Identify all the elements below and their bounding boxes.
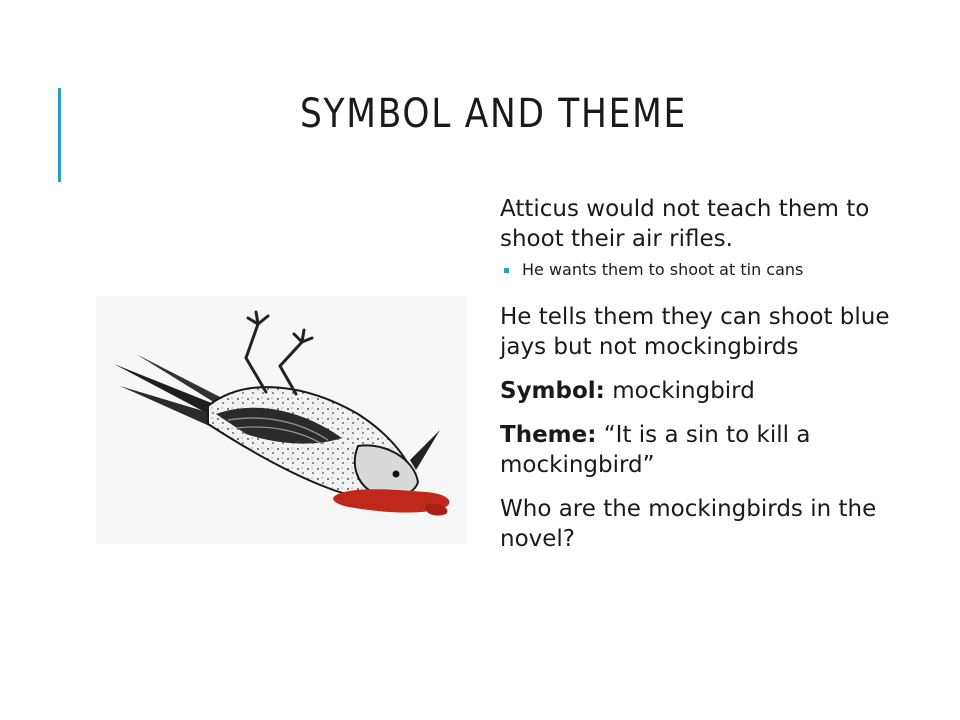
square-bullet-icon (504, 268, 509, 273)
slide-title: SYMBOL AND THEME (300, 91, 687, 137)
theme-label: Theme: (500, 422, 597, 448)
dead-mockingbird-illustration (96, 296, 468, 544)
point-blue-jays: He tells them they can shoot blue jays but not mockingbirds (500, 304, 890, 360)
bird-eye (393, 471, 400, 478)
point-air-rifles: Atticus would not teach them to shoot their air rifles. (500, 196, 870, 252)
point-question: Who are the mockingbirds in the novel? (500, 496, 877, 552)
content-list (500, 194, 920, 568)
point-theme (500, 420, 920, 480)
theme-value: “It is a sin to kill a mockingbird” (500, 422, 811, 478)
symbol-label: Symbol: (500, 378, 605, 404)
point-symbol (500, 376, 920, 406)
sub-point-tin-cans (518, 260, 920, 280)
accent-bar (58, 88, 61, 182)
symbol-value: mockingbird (612, 378, 755, 404)
sub-point-text: He wants them to shoot at tin cans (522, 260, 804, 279)
